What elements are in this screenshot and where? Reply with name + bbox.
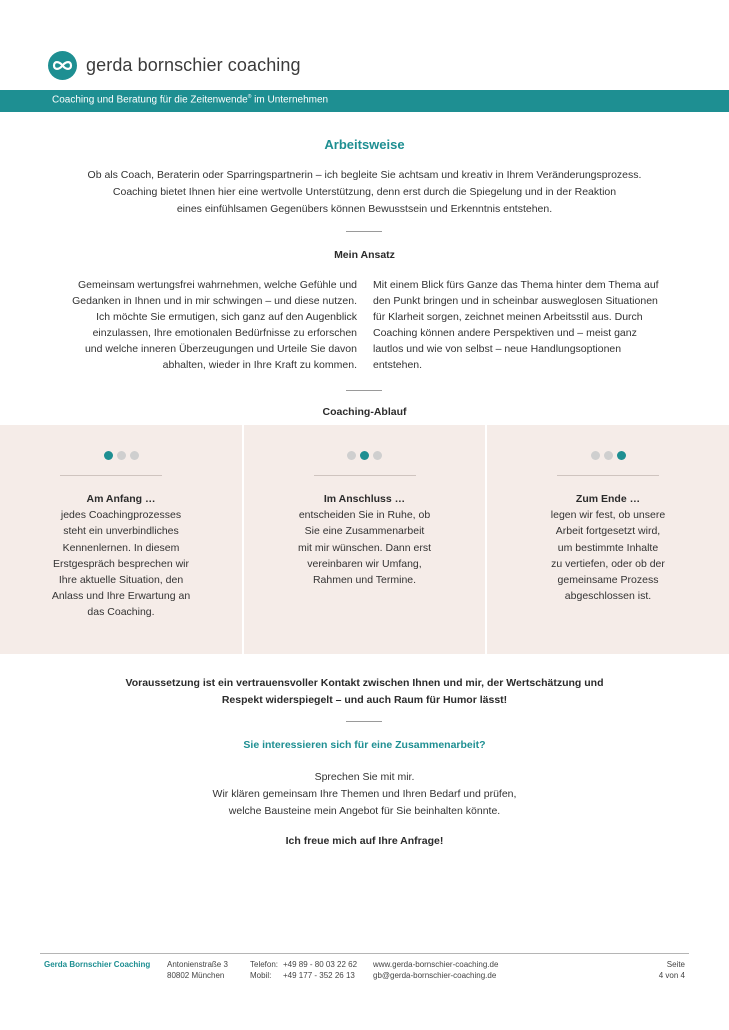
process-steps <box>0 425 729 654</box>
tagline: Coaching und Beratung für die Zeitenwende® im Unternehmen <box>52 94 329 106</box>
cta-closing: Ich freue mich auf Ihre Anfrage! <box>285 835 444 847</box>
step-card-3 <box>487 425 729 654</box>
step-indicator <box>487 451 729 461</box>
cta-text: Sprechen Sie mit mir. Wir klären gemeinsam Ihre Themen und Ihren Bedarf und prüfen, welche Bausteine mein Angebot für Sie beinhalten könnte. <box>212 771 517 817</box>
brand-name: gerda bornschier coaching <box>86 55 301 75</box>
page-header <box>0 0 729 90</box>
step-dot-active <box>617 451 626 460</box>
process-heading: Coaching-Ablauf <box>322 406 407 418</box>
premise-text: Voraussetzung ist ein vertrauensvoller Kontakt zwischen Ihnen und mir, der Wertschätzung und Respekt widerspiegelt – und auch Raum für Humor lässt! <box>125 677 604 706</box>
footer-website-link[interactable]: www.gerda-bornschier-coaching.de <box>373 960 499 969</box>
step-dot <box>591 451 600 460</box>
step-text: Im Anschluss … entscheiden Sie in Ruhe, ob Sie eine Zusammenarbeit mit mir wünschen. Dann erst vereinbaren wir Umfang, Rahmen und Termine. <box>244 491 485 588</box>
step-title: Am Anfang … <box>86 493 156 505</box>
step-dot-active <box>104 451 113 460</box>
footer-page-number: Seite 4 von 4 <box>658 960 685 980</box>
step-divider <box>314 475 416 476</box>
step-card-2 <box>244 425 485 654</box>
approach-heading: Mein Ansatz <box>334 249 395 261</box>
intro-text: Ob als Coach, Beraterin oder Sparringspartnerin – ich begleite Sie achtsam und kreativ in Ihrem Veränderungsprozess. Coaching bietet Ihnen hier eine wertvolle Unterstützung, denn erst durch die Spiegelung und in der Reaktion eines einfühlsamen Gegenübers können Bewusstsein und Erkenntnis entstehen. <box>87 169 642 215</box>
tagline-band <box>0 90 729 112</box>
footer-email-link[interactable]: gb@gerda-bornschier-coaching.de <box>373 970 497 980</box>
divider <box>346 721 382 722</box>
cta-heading: Sie interessieren sich für eine Zusammenarbeit? <box>243 739 486 751</box>
step-dot <box>373 451 382 460</box>
footer-divider <box>40 953 689 954</box>
step-indicator <box>244 451 485 461</box>
step-dot <box>117 451 126 460</box>
divider <box>346 390 382 391</box>
step-title: Zum Ende … <box>575 493 641 505</box>
step-text: Zum Ende … legen wir fest, ob unsere Arbeit fortgesetzt wird, um bestimmte Inhalte zu vertiefen, oder ob der gemeinsame Prozess abgeschlossen ist. <box>487 491 729 604</box>
page-title: Arbeitsweise <box>324 137 405 152</box>
step-divider <box>557 475 659 476</box>
brand-logo-icon <box>48 51 77 80</box>
approach-right-column: Mit einem Blick fürs Ganze das Thema hinter dem Thema auf den Punkt bringen und in scheinbar ausweglosen Situationen für Klarheit sorgen, zeichnet meinen Arbeitsstil aus. Durch Coaching können andere Perspektiven und – meist ganz lautlos und wie von selbst – neue Handlungsoptionen entstehen. <box>373 279 659 372</box>
footer-company-name: Gerda Bornschier Coaching <box>44 960 151 969</box>
footer-contact <box>373 960 498 981</box>
footer-address: Antonienstraße 3 80802 München <box>167 960 228 980</box>
step-text: Am Anfang … jedes Coachingprozesses steht ein unverbindliches Kennenlernen. In diesem Erstgespräch besprechen wir Ihre aktuelle Situation, den Anlass und Ihre Erwartung an das Coaching. <box>0 491 242 621</box>
divider <box>346 231 382 232</box>
step-divider <box>60 475 162 476</box>
step-indicator <box>0 451 242 461</box>
step-dot <box>347 451 356 460</box>
step-dot <box>130 451 139 460</box>
footer-phone: Telefon: +49 89 - 80 03 22 62 Mobil: +49 177 - 352 26 13 <box>250 960 358 980</box>
step-dot <box>604 451 613 460</box>
step-card-1 <box>0 425 242 654</box>
step-dot-active <box>360 451 369 460</box>
approach-left-column: Gemeinsam wertungsfrei wahrnehmen, welche Gefühle und Gedanken in Ihnen und in mir schwingen – und diese nutzen. Ich möchte Sie ermutigen, sich ganz auf den Augenblick einzulassen, Ihre emotionalen Bedürfnisse zu erforschen und welche inneren Überzeugungen und Urteile Sie davon abhalten, wieder in Ihre Kraft zu kommen. <box>72 279 357 372</box>
step-title: Im Anschluss … <box>323 493 406 505</box>
